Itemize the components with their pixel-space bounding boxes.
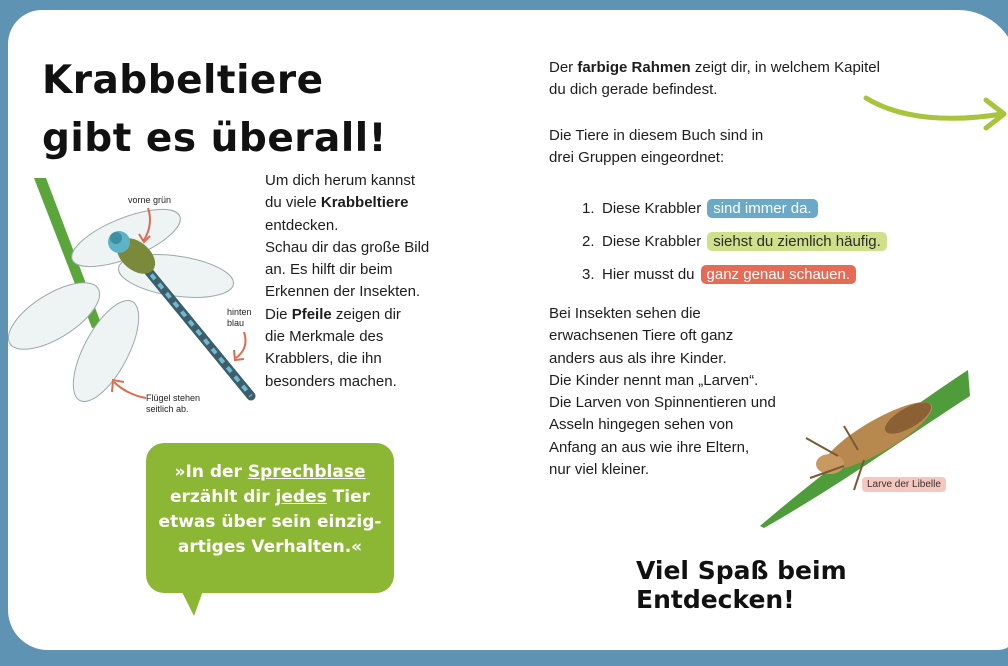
bubble-text-3: Tier etwas über sein einzig- artiges Verhalten.« [158, 487, 382, 557]
label-wings: Flügel stehen seitlich ab. [146, 393, 201, 414]
intro-text-2: entdecken. Schau dir das große Bild an. Es hilft dir beim Erkennen der Insekten. Die [265, 216, 430, 323]
highlight-red: ganz genau schauen. [701, 265, 856, 284]
bubble-text-2: erzählt dir [169, 487, 270, 507]
highlight-green: siehst du ziemlich häufig. [707, 232, 887, 251]
title-line-2: gibt es überall! [42, 116, 387, 161]
groups-list [582, 192, 962, 291]
intro-bold-krabbeltiere: Krabbeltiere [320, 194, 409, 212]
bubble-underline-1: Sprechblase [247, 462, 366, 482]
intro-text-3: zeigen dir die Merkmale des Krabblers, die ihn besonders machen. [265, 305, 401, 390]
page-title [42, 52, 387, 168]
groups-intro: Die Tiere in diesem Buch sind in drei Gruppen eingeordnet: [549, 127, 764, 167]
frame-info-bold: farbige Rahmen [577, 59, 691, 76]
speech-bubble [146, 443, 394, 593]
frame-info-1: Der [549, 59, 578, 76]
list-prefix: Hier musst du [602, 266, 695, 283]
list-number: 2. [582, 233, 595, 250]
intro-bold-pfeile: Pfeile [291, 305, 332, 323]
speech-bubble-tail [180, 588, 204, 616]
larva-label: Larve der Libelle [862, 477, 946, 492]
list-prefix: Diese Krabbler [602, 200, 702, 217]
red-arrow-icon [136, 206, 166, 246]
larvae-text: Bei Insekten sehen die erwachsenen Tiere oft ganz anders aus als ihre Kinder. Die Kinder nennt man „Larven“. Die Larven von Spinnentieren und Asseln hingegen sehen von Anfang an aus wie ihre Eltern, nur viel kleiner. [549, 305, 776, 479]
list-item [582, 225, 962, 258]
closing-text: Viel Spaß beim Entdecken! [636, 556, 847, 614]
bubble-text-1: »In der [174, 462, 248, 482]
red-arrow-icon [108, 376, 148, 402]
larva-illustration [758, 366, 972, 530]
frame-info-2: zeigt dir, in welchem Kapitel du dich gerade befindest. [549, 59, 880, 99]
list-item [582, 258, 962, 291]
list-prefix: Diese Krabbler [602, 233, 702, 250]
intro-text [265, 170, 475, 393]
bubble-underline-2: jedes [275, 487, 327, 507]
label-back-blue: hinten blau [227, 307, 252, 328]
list-number: 3. [582, 266, 595, 283]
list-item [582, 192, 962, 225]
red-arrow-icon [230, 330, 256, 364]
intro-text-1: Um dich herum kannst du viele [265, 172, 416, 212]
label-front-green: vorne grün [128, 195, 172, 205]
title-line-1: Krabbeltiere [42, 58, 324, 103]
highlight-blue: sind immer da. [707, 199, 817, 218]
list-number: 1. [582, 200, 595, 217]
